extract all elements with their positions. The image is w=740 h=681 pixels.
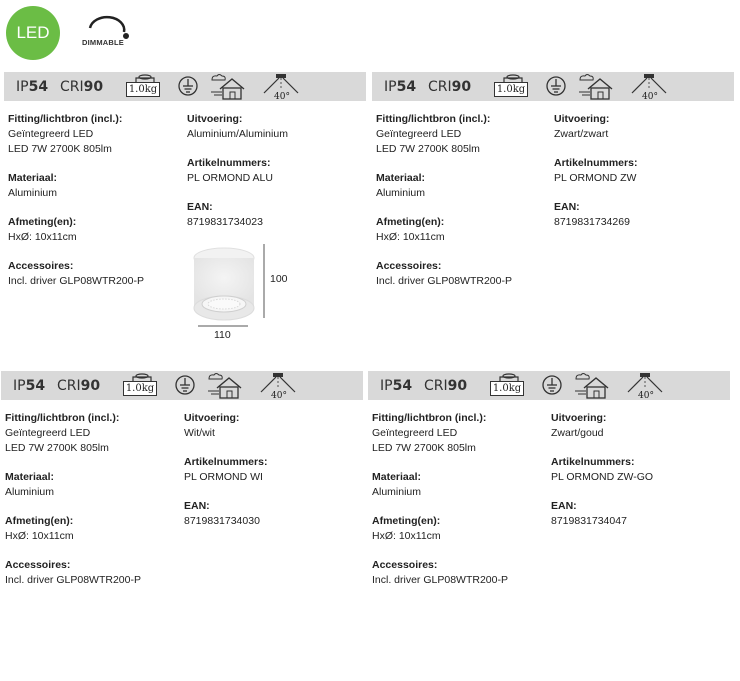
fitting-line-1: Geïntegreerd LED: [8, 128, 94, 140]
earth-ground-icon: [176, 73, 200, 99]
cri-rating: CRI90: [428, 78, 472, 95]
outdoor-house-icon: [574, 73, 618, 100]
beam-angle-value: 40°: [271, 391, 287, 400]
accessoires-value: Incl. driver GLP08WTR200-P: [372, 574, 508, 586]
fitting-line-1: Geïntegreerd LED: [372, 427, 458, 439]
outdoor-house-icon: [206, 73, 250, 100]
artikel-value: PL ORMOND WI: [184, 471, 263, 483]
ean-label: EAN:: [184, 500, 210, 512]
artikel-label: Artikelnummers:: [184, 456, 268, 468]
weight-value: 1.0kg: [123, 381, 157, 396]
uitvoering-label: Uitvoering:: [551, 412, 607, 424]
artikel-label: Artikelnummers:: [187, 157, 271, 169]
ean-label: EAN:: [554, 201, 580, 213]
artikel-label: Artikelnummers:: [551, 456, 635, 468]
artikel-value: PL ORMOND ALU: [187, 172, 273, 184]
fitting-line-2: LED 7W 2700K 805lm: [5, 442, 109, 454]
left-spec-column: [372, 411, 508, 602]
product-block-2: [372, 72, 734, 287]
right-spec-column: [551, 411, 653, 543]
materiaal-value: Aluminium: [8, 187, 58, 199]
cri-rating: CRI90: [60, 78, 104, 95]
fitting-line-2: LED 7W 2700K 805lm: [372, 442, 476, 454]
cri-rating: CRI90: [424, 377, 468, 394]
accessoires-label: Accessoires:: [8, 260, 74, 272]
materiaal-label: Materiaal:: [376, 172, 426, 184]
ean-value: 8719831734023: [187, 216, 263, 228]
fitting-line-1: Geïntegreerd LED: [376, 128, 462, 140]
cri-rating: CRI90: [57, 377, 101, 394]
uitvoering-value: Zwart/zwart: [554, 128, 609, 140]
ean-value: 8719831734269: [554, 216, 630, 228]
artikel-value: PL ORMOND ZW-GO: [551, 471, 654, 483]
fitting-label: Fitting/lichtbron (incl.):: [5, 412, 120, 424]
weight-value: 1.0kg: [490, 381, 524, 396]
beam-angle-value: 40°: [274, 92, 290, 101]
ean-label: EAN:: [551, 500, 577, 512]
beam-angle-icon: [259, 372, 297, 400]
afmeting-label: Afmeting(en):: [376, 216, 445, 228]
outdoor-house-icon: [203, 372, 247, 399]
ip-rating: IP54: [13, 377, 46, 394]
dimmable-logo: [82, 14, 134, 50]
materiaal-label: Materiaal:: [8, 172, 58, 184]
beam-angle-icon: [626, 372, 664, 400]
beam-angle-value: 40°: [642, 92, 658, 101]
materiaal-value: Aluminium: [376, 187, 426, 199]
right-spec-column: [184, 411, 267, 543]
fitting-label: Fitting/lichtbron (incl.):: [8, 113, 123, 125]
product-block-3: [1, 371, 363, 586]
right-spec-column: [187, 112, 288, 244]
afmeting-value: HxØ: 10x11cm: [372, 530, 441, 542]
uitvoering-value: Wit/wit: [184, 427, 215, 439]
fitting-label: Fitting/lichtbron (incl.):: [376, 113, 491, 125]
fitting-line-2: LED 7W 2700K 805lm: [8, 143, 112, 155]
ean-value: 8719831734047: [551, 515, 627, 527]
ip-rating: IP54: [380, 377, 413, 394]
width-dimension-label: 110: [214, 329, 231, 341]
outdoor-house-icon: [570, 372, 614, 399]
uitvoering-value: Zwart/goud: [551, 427, 604, 439]
fitting-label: Fitting/lichtbron (incl.):: [372, 412, 487, 424]
afmeting-value: HxØ: 10x11cm: [5, 530, 74, 542]
accessoires-value: Incl. driver GLP08WTR200-P: [8, 275, 144, 287]
materiaal-value: Aluminium: [372, 486, 422, 498]
ip-rating: IP54: [16, 78, 49, 95]
dimmable-label: DIMMABLE: [82, 38, 125, 47]
ean-label: EAN:: [187, 201, 213, 213]
spec-icon-bar: [368, 371, 730, 400]
ip-rating: IP54: [384, 78, 417, 95]
weight-value: 1.0kg: [126, 82, 160, 97]
afmeting-value: HxØ: 10x11cm: [376, 231, 445, 243]
afmeting-label: Afmeting(en):: [8, 216, 77, 228]
accessoires-label: Accessoires:: [376, 260, 442, 272]
afmeting-value: HxØ: 10x11cm: [8, 231, 77, 243]
materiaal-label: Materiaal:: [372, 471, 422, 483]
materiaal-label: Materiaal:: [5, 471, 55, 483]
spec-icon-bar: [372, 72, 734, 101]
product-block-4: [368, 371, 730, 586]
weight-value: 1.0kg: [494, 82, 528, 97]
fitting-line-1: Geïntegreerd LED: [5, 427, 91, 439]
materiaal-value: Aluminium: [5, 486, 55, 498]
beam-angle-icon: [262, 73, 300, 101]
beam-angle-value: 40°: [638, 391, 654, 400]
beam-angle-icon: [630, 73, 668, 101]
led-badge: LED: [6, 6, 60, 60]
uitvoering-value: Aluminium/Aluminium: [187, 128, 288, 140]
accessoires-label: Accessoires:: [5, 559, 71, 571]
accessoires-value: Incl. driver GLP08WTR200-P: [376, 275, 512, 287]
afmeting-label: Afmeting(en):: [372, 515, 441, 527]
product-dimension-drawing: [188, 238, 268, 328]
left-spec-column: [8, 112, 144, 303]
dimmable-arc-icon: [82, 14, 132, 40]
accessoires-value: Incl. driver GLP08WTR200-P: [5, 574, 141, 586]
uitvoering-label: Uitvoering:: [184, 412, 240, 424]
earth-ground-icon: [540, 372, 564, 398]
left-spec-column: [5, 411, 141, 602]
right-spec-column: [554, 112, 637, 244]
left-spec-column: [376, 112, 512, 303]
earth-ground-icon: [544, 73, 568, 99]
uitvoering-label: Uitvoering:: [554, 113, 610, 125]
ean-value: 8719831734030: [184, 515, 260, 527]
earth-ground-icon: [173, 372, 197, 398]
artikel-value: PL ORMOND ZW: [554, 172, 637, 184]
height-dimension-label: 100: [270, 273, 288, 285]
accessoires-label: Accessoires:: [372, 559, 438, 571]
afmeting-label: Afmeting(en):: [5, 515, 74, 527]
fitting-line-2: LED 7W 2700K 805lm: [376, 143, 480, 155]
artikel-label: Artikelnummers:: [554, 157, 638, 169]
uitvoering-label: Uitvoering:: [187, 113, 243, 125]
spec-icon-bar: [4, 72, 366, 101]
spec-icon-bar: [1, 371, 363, 400]
